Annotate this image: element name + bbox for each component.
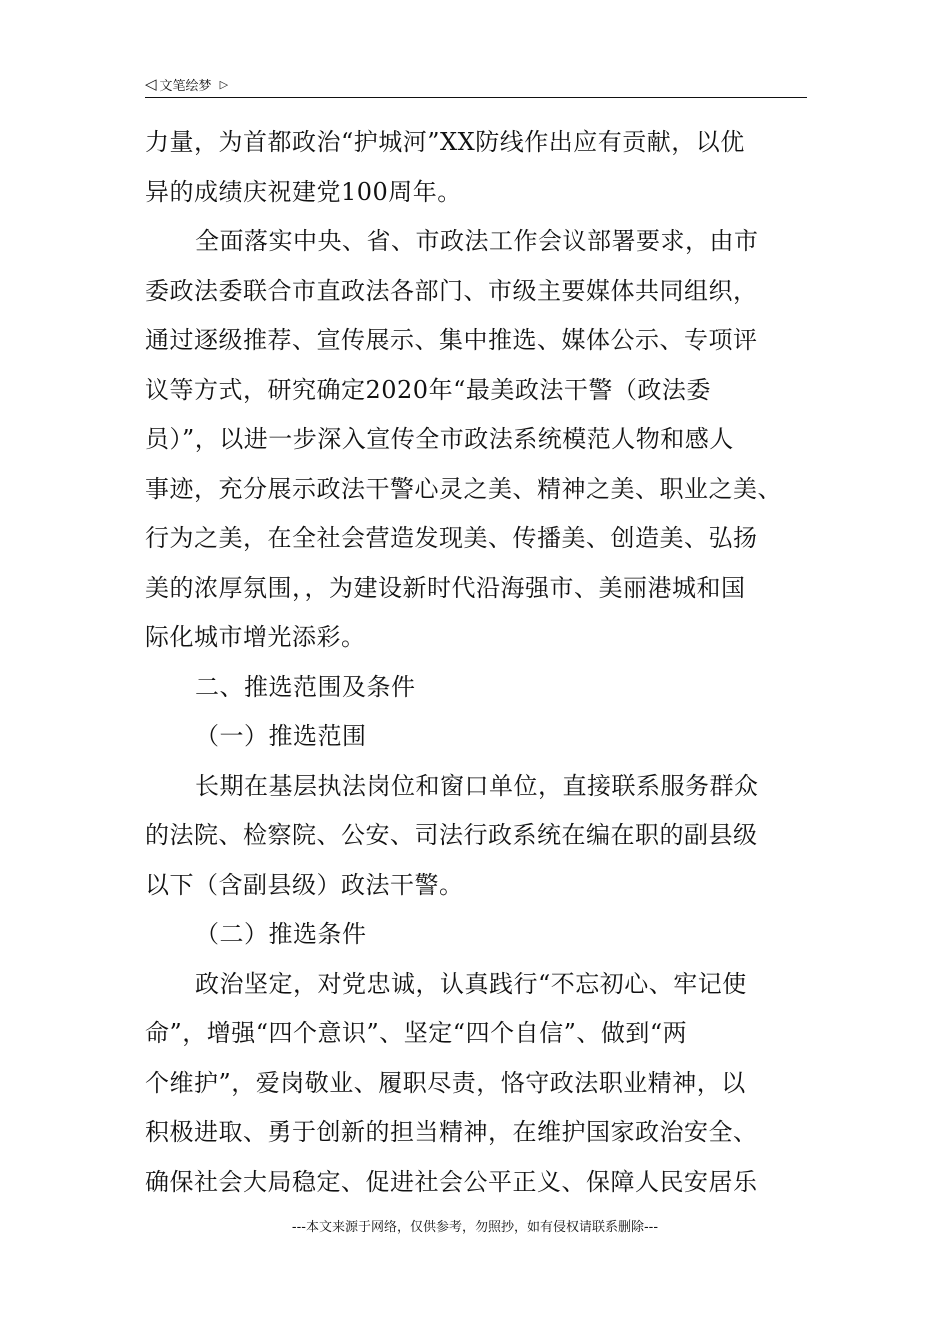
body-line: 际化城市增光添彩。 [145, 623, 366, 651]
body-line: 异的成绩庆祝建党100周年。 [145, 177, 462, 206]
document-body [145, 118, 805, 1207]
body-line: 力量，为首都政治“护城河”XX防线作出应有贡献，以优 [145, 128, 745, 156]
body-line: 事迹，充分展示政法干警心灵之美、精神之美、职业之美、 [145, 474, 782, 503]
body-line: 员）”，以进一步深入宣传全市政法系统模范人物和感人 [145, 425, 734, 453]
body-line: 长期在基层执法岗位和窗口单位，直接联系服务群众 [195, 771, 759, 800]
body-line: 的法院、检察院、公安、司法行政系统在编在职的副县级 [145, 821, 758, 849]
triangle-right-icon: ▷ [219, 77, 229, 91]
body-line: 委政法委联合市直政法各部门、市级主要媒体共同组织， [145, 276, 758, 305]
body-line: 积极进取、勇于创新的担当精神，在维护国家政治安全、 [145, 1118, 758, 1146]
body-line: 美的浓厚氛围，，为建设新时代沿海强市、美丽港城和国 [145, 573, 746, 602]
body-line: 政治坚定，对党忠诚，认真践行“不忘初心、牢记使 [195, 969, 747, 998]
body-line: 确保社会大局稳定、促进社会公平正义、保障人民安居乐 [145, 1167, 758, 1196]
body-line: 个维护”，爱岗敬业、履职尽责，恪守政法职业精神，以 [145, 1068, 746, 1097]
body-line: 议等方式，研究确定2020年“最美政法干警（政法委 [145, 375, 711, 404]
body-line: 命”，增强“四个意识”、坚定“四个自信”、做到“两 [145, 1019, 688, 1047]
page-header [145, 72, 807, 96]
footer-disclaimer: ---本文来源于网络，仅供参考，勿照抄，如有侵权请联系删除--- [291, 1220, 659, 1235]
body-line: 通过逐级推荐、宣传展示、集中推选、媒体公示、专项评 [145, 326, 758, 354]
header-divider [145, 97, 807, 98]
body-line: （一）推选范围 [195, 722, 367, 750]
header-title: 文笔绘梦 [159, 78, 212, 94]
body-line: 以下（含副县级）政法干警。 [145, 870, 464, 899]
body-line: 行为之美，在全社会营造发现美、传播美、创造美、弘扬 [145, 524, 758, 552]
body-line: 二、推选范围及条件 [195, 672, 416, 701]
body-line: （二）推选条件 [195, 920, 367, 948]
triangle-left-icon: ◁ [145, 74, 157, 93]
body-line: 全面落实中央、省、市政法工作会议部署要求，由市 [195, 227, 759, 255]
